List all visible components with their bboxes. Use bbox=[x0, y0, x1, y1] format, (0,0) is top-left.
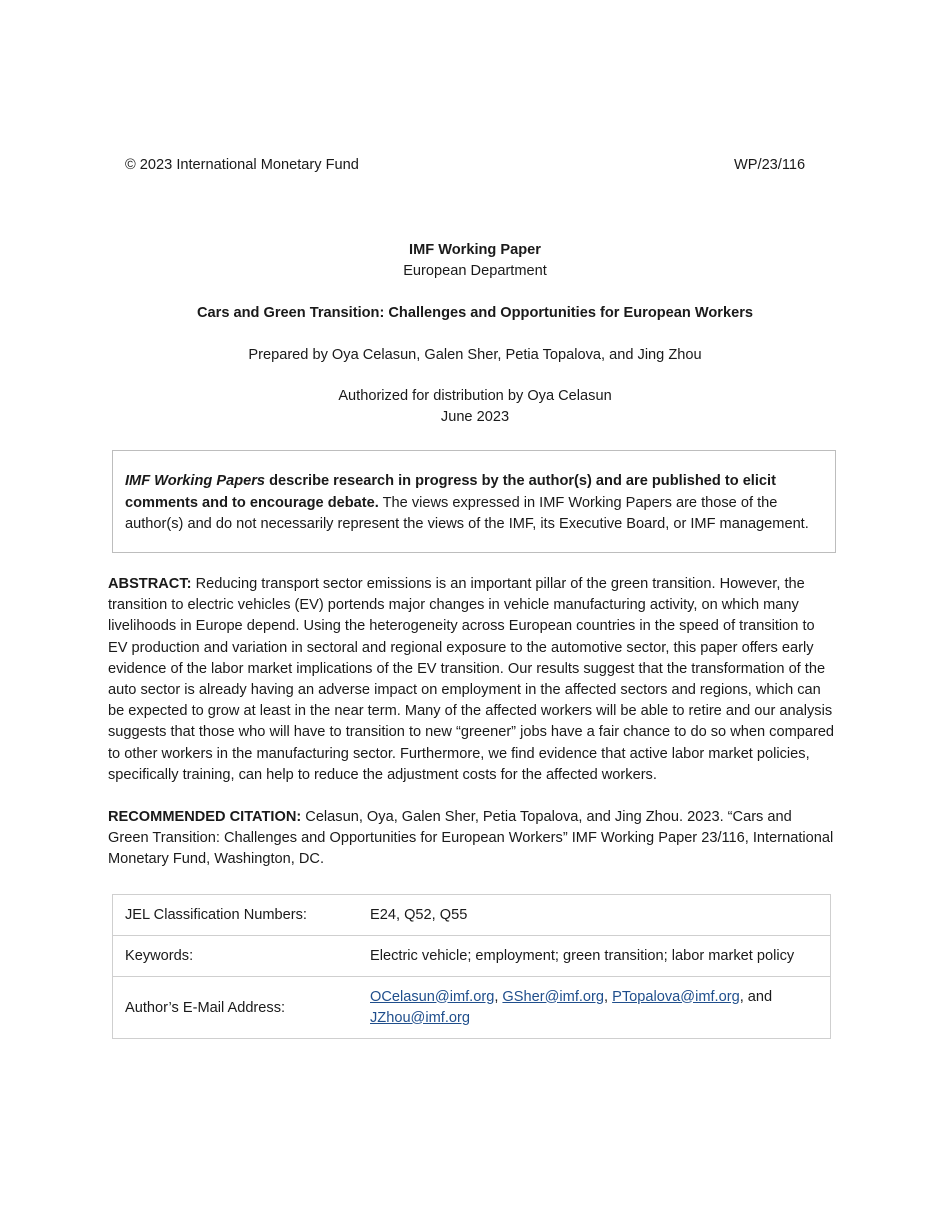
email-label: Author’s E-Mail Address: bbox=[113, 977, 371, 1039]
table-row bbox=[113, 936, 831, 977]
disclaimer-bold: describe research in progress by the author(s) and are published to elicit comments and to encourage debate. bbox=[125, 473, 776, 511]
department-name: European Department bbox=[403, 263, 547, 279]
keywords-label: Keywords: bbox=[113, 936, 371, 977]
email-list bbox=[370, 977, 831, 1039]
abstract-text: Reducing transport sector emissions is an important pillar of the green transition. However, the transition to electric vehicles (EV) portends major changes in vehicle manufacturing activity, on which many livelihoods in Europe depend. Using the heterogeneity across European countries in the speed of transition to EV production and variation in sectoral and regional exposure to the automotive sector, this paper offers early evidence of the labor market implications of the EV transition. Our results suggest that the transformation of the auto sector is already having an adverse impact on employment in the affected sectors and regions, which can be expected to grow at least in the near term. Many of the affected workers will be able to retire and our analysis suggests that those who will have to transition to new “greener” jobs have a fair chance to do so when compared to other workers in the manufacturing sector. Furthermore, we find evidence that active labor market policies, specifically training, can help to reduce the adjustment costs for the affected workers. bbox=[108, 576, 835, 783]
abstract-label: ABSTRACT: bbox=[108, 576, 192, 592]
email-link-sher[interactable]: GSher@imf.org bbox=[502, 988, 605, 1005]
citation-paragraph bbox=[108, 807, 836, 871]
jel-value: E24, Q52, Q55 bbox=[370, 895, 831, 936]
authorization-block bbox=[0, 386, 950, 428]
email-separator: , and bbox=[739, 988, 773, 1005]
disclaimer-text: The views expressed in IMF Working Papers are those of the author(s) and do not necessarily represent the views of the IMF, its Executive Board, or IMF management. bbox=[125, 494, 809, 532]
abstract-paragraph bbox=[108, 574, 836, 786]
email-separator: , bbox=[604, 988, 613, 1005]
email-link-zhou[interactable]: JZhou@imf.org bbox=[370, 1009, 470, 1026]
jel-label: JEL Classification Numbers: bbox=[113, 895, 371, 936]
keywords-value: Electric vehicle; employment; green transition; labor market policy bbox=[370, 936, 831, 977]
paper-number: WP/23/116 bbox=[734, 157, 806, 173]
email-link-celasun[interactable]: OCelasun@imf.org bbox=[370, 988, 495, 1005]
email-link-topalova[interactable]: PTopalova@imf.org bbox=[612, 988, 740, 1005]
prepared-by: Prepared by Oya Celasun, Galen Sher, Petia Topalova, and Jing Zhou bbox=[248, 347, 702, 363]
title-block bbox=[0, 240, 950, 282]
classification-table bbox=[112, 894, 831, 1039]
email-separator: , bbox=[494, 988, 503, 1005]
disclaimer-box bbox=[112, 450, 836, 553]
publication-date: June 2023 bbox=[440, 409, 510, 425]
series-name: IMF Working Paper bbox=[409, 242, 541, 258]
table-row bbox=[113, 895, 831, 936]
table-row bbox=[113, 977, 831, 1039]
paper-title: Cars and Green Transition: Challenges and Opportunities for European Workers bbox=[196, 305, 754, 321]
copyright-notice: © 2023 International Monetary Fund bbox=[125, 157, 359, 173]
authorized-by: Authorized for distribution by Oya Celasun bbox=[338, 388, 612, 404]
citation-text: Celasun, Oya, Galen Sher, Petia Topalova, and Jing Zhou. 2023. “Cars and Green Transition: Challenges and Opportunities for European Workers” IMF Working Paper 23/116, International Monetary Fund, Washington, DC. bbox=[108, 809, 834, 868]
citation-label: RECOMMENDED CITATION: bbox=[108, 809, 302, 825]
disclaimer-lead: IMF Working Papers bbox=[125, 473, 266, 489]
